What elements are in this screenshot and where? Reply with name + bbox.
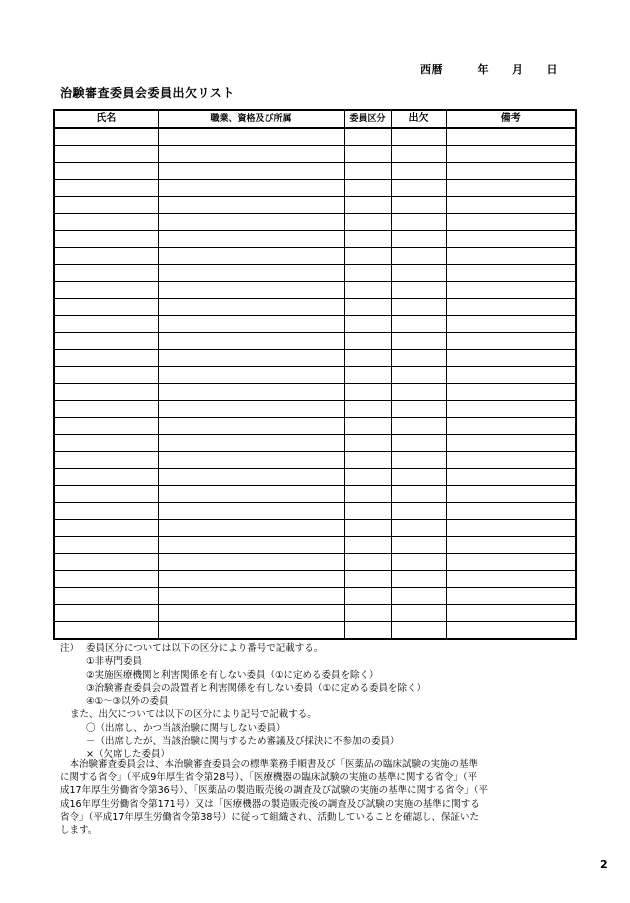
date-line: 西暦 年 月 日 (420, 63, 558, 76)
member-category-cell[interactable] (344, 520, 391, 537)
attendance-cell[interactable] (391, 367, 446, 384)
attendance-cell[interactable] (391, 299, 446, 316)
table-row (54, 316, 576, 333)
occupation-cell[interactable] (158, 197, 344, 214)
attendance-cell[interactable] (391, 248, 446, 265)
attendance-cell[interactable] (391, 554, 446, 571)
table-row (54, 282, 576, 299)
occupation-cell[interactable] (158, 163, 344, 180)
name-cell[interactable] (54, 282, 158, 299)
remarks-cell[interactable] (446, 486, 576, 503)
attendance-cell[interactable] (391, 180, 446, 197)
remarks-cell[interactable] (446, 180, 576, 197)
member-category-cell[interactable] (344, 435, 391, 452)
table-row (54, 384, 576, 401)
table-row (54, 214, 576, 231)
name-cell[interactable] (54, 350, 158, 367)
table-row (54, 401, 576, 418)
name-cell[interactable] (54, 401, 158, 418)
table-row (54, 333, 576, 350)
member-category-cell[interactable] (344, 571, 391, 588)
name-cell[interactable] (54, 265, 158, 282)
name-cell[interactable] (54, 486, 158, 503)
remarks-cell[interactable] (446, 401, 576, 418)
statement-line: に関する省令」（平成9年厚生省令第28号）、「医療機器の臨床試験の実施の基準に関する省令」（平 (60, 772, 478, 784)
remarks-cell[interactable] (446, 469, 576, 486)
attendance-cell[interactable] (391, 537, 446, 554)
name-cell[interactable] (54, 537, 158, 554)
table-row (54, 146, 576, 163)
member-category-cell[interactable] (344, 588, 391, 605)
remarks-cell[interactable] (446, 163, 576, 180)
name-cell[interactable] (54, 231, 158, 248)
table-row (54, 197, 576, 214)
member-category-cell[interactable] (344, 163, 391, 180)
attendance-cell[interactable] (391, 231, 446, 248)
column-header-remarks: 備考 (446, 110, 576, 128)
table-row (54, 520, 576, 537)
remarks-cell[interactable] (446, 146, 576, 163)
name-cell[interactable] (54, 503, 158, 520)
name-cell[interactable] (54, 554, 158, 571)
certification-statement (60, 758, 572, 837)
remarks-cell[interactable] (446, 384, 576, 401)
table-row (54, 248, 576, 265)
category-item: ③治験審査委員会の設置者と利害関係を有しない委員（①に定める委員を除く） (86, 682, 427, 694)
name-cell[interactable] (54, 452, 158, 469)
notes-prefix: 注） (60, 643, 80, 654)
member-category-cell[interactable] (344, 248, 391, 265)
occupation-cell[interactable] (158, 452, 344, 469)
column-header-member-category: 委員区分 (344, 110, 391, 128)
remarks-cell[interactable] (446, 248, 576, 265)
category-item: ①非専門委員 (86, 656, 143, 668)
occupation-cell[interactable] (158, 146, 344, 163)
occupation-cell[interactable] (158, 384, 344, 401)
occupation-cell[interactable] (158, 265, 344, 282)
member-category-cell[interactable] (344, 503, 391, 520)
remarks-cell[interactable] (446, 299, 576, 316)
member-category-cell[interactable] (344, 197, 391, 214)
table-row (54, 554, 576, 571)
member-category-cell[interactable] (344, 214, 391, 231)
member-category-cell[interactable] (344, 384, 391, 401)
table-row (54, 605, 576, 622)
name-cell[interactable] (54, 605, 158, 622)
table-row (54, 571, 576, 588)
attendance-cell[interactable] (391, 435, 446, 452)
member-category-cell[interactable] (344, 401, 391, 418)
occupation-cell[interactable] (158, 435, 344, 452)
occupation-cell[interactable] (158, 605, 344, 622)
remarks-cell[interactable] (446, 622, 576, 640)
table-row (54, 180, 576, 197)
attendance-table (53, 109, 577, 640)
attendance-code-item: ×（欠席した委員） (86, 749, 170, 761)
attendance-cell[interactable] (391, 128, 446, 146)
attendance-cell[interactable] (391, 520, 446, 537)
member-category-cell[interactable] (344, 350, 391, 367)
attendance-cell[interactable] (391, 401, 446, 418)
member-category-cell[interactable] (344, 486, 391, 503)
occupation-cell[interactable] (158, 418, 344, 435)
page-number: 2 (600, 858, 608, 871)
attendance-cell[interactable] (391, 350, 446, 367)
table-row (54, 537, 576, 554)
attendance-intro: また、出欠については以下の区分により記号で記載する。 (70, 709, 317, 721)
category-item: ④①～③以外の委員 (86, 696, 169, 708)
name-cell[interactable] (54, 180, 158, 197)
member-category-cell[interactable] (344, 537, 391, 554)
table-row (54, 418, 576, 435)
notes-intro: 委員区分については以下の区分により番号で記載する。 (86, 643, 324, 654)
column-header-name: 氏名 (54, 110, 158, 128)
member-category-cell[interactable] (344, 367, 391, 384)
member-category-cell[interactable] (344, 128, 391, 146)
name-cell[interactable] (54, 197, 158, 214)
remarks-cell[interactable] (446, 537, 576, 554)
occupation-cell[interactable] (158, 486, 344, 503)
statement-line: 省令」（平成17年厚生労働省令第38号）に従って組織され、活動していることを確認し、保証いた (60, 811, 479, 823)
notes-section (60, 642, 580, 762)
name-cell[interactable] (54, 435, 158, 452)
member-category-cell[interactable] (344, 231, 391, 248)
table-row (54, 231, 576, 248)
remarks-cell[interactable] (446, 605, 576, 622)
occupation-cell[interactable] (158, 401, 344, 418)
occupation-cell[interactable] (158, 622, 344, 640)
remarks-cell[interactable] (446, 316, 576, 333)
occupation-cell[interactable] (158, 316, 344, 333)
name-cell[interactable] (54, 469, 158, 486)
attendance-cell[interactable] (391, 146, 446, 163)
occupation-cell[interactable] (158, 571, 344, 588)
name-cell[interactable] (54, 622, 158, 640)
occupation-cell[interactable] (158, 231, 344, 248)
table-row (54, 128, 576, 146)
member-category-cell[interactable] (344, 146, 391, 163)
category-item: ②実施医療機関と利害関係を有しない委員（①に定める委員を除く） (86, 669, 379, 681)
member-category-cell[interactable] (344, 316, 391, 333)
member-category-cell[interactable] (344, 333, 391, 350)
remarks-cell[interactable] (446, 265, 576, 282)
occupation-cell[interactable] (158, 282, 344, 299)
member-category-cell[interactable] (344, 418, 391, 435)
name-cell[interactable] (54, 248, 158, 265)
attendance-cell[interactable] (391, 282, 446, 299)
attendance-cell[interactable] (391, 486, 446, 503)
attendance-code-item: －（出席したが、当該治験に関与するため審議及び採決に不参加の委員） (86, 736, 400, 748)
member-category-cell[interactable] (344, 554, 391, 571)
table-row (54, 469, 576, 486)
occupation-cell[interactable] (158, 299, 344, 316)
remarks-cell[interactable] (446, 503, 576, 520)
attendance-cell[interactable] (391, 384, 446, 401)
member-category-cell[interactable] (344, 452, 391, 469)
occupation-cell[interactable] (158, 588, 344, 605)
column-header-attendance: 出欠 (391, 110, 446, 128)
remarks-cell[interactable] (446, 520, 576, 537)
occupation-cell[interactable] (158, 180, 344, 197)
attendance-cell[interactable] (391, 452, 446, 469)
table-header-row (54, 110, 576, 128)
member-category-cell[interactable] (344, 605, 391, 622)
occupation-cell[interactable] (158, 214, 344, 231)
attendance-cell[interactable] (391, 214, 446, 231)
occupation-cell[interactable] (158, 503, 344, 520)
member-category-cell[interactable] (344, 265, 391, 282)
occupation-cell[interactable] (158, 469, 344, 486)
name-cell[interactable] (54, 571, 158, 588)
occupation-cell[interactable] (158, 537, 344, 554)
remarks-cell[interactable] (446, 367, 576, 384)
remarks-cell[interactable] (446, 452, 576, 469)
remarks-cell[interactable] (446, 214, 576, 231)
notes-intro-line (60, 642, 580, 655)
member-category-cell[interactable] (344, 299, 391, 316)
table-row (54, 350, 576, 367)
occupation-cell[interactable] (158, 350, 344, 367)
occupation-cell[interactable] (158, 248, 344, 265)
member-category-cell[interactable] (344, 622, 391, 640)
occupation-cell[interactable] (158, 520, 344, 537)
remarks-cell[interactable] (446, 418, 576, 435)
remarks-cell[interactable] (446, 231, 576, 248)
attendance-cell[interactable] (391, 503, 446, 520)
table-row (54, 588, 576, 605)
name-cell[interactable] (54, 520, 158, 537)
remarks-cell[interactable] (446, 435, 576, 452)
remarks-cell[interactable] (446, 128, 576, 146)
name-cell[interactable] (54, 367, 158, 384)
table-row (54, 435, 576, 452)
attendance-cell[interactable] (391, 163, 446, 180)
remarks-cell[interactable] (446, 350, 576, 367)
attendance-cell[interactable] (391, 333, 446, 350)
attendance-cell[interactable] (391, 571, 446, 588)
name-cell[interactable] (54, 316, 158, 333)
name-cell[interactable] (54, 163, 158, 180)
remarks-cell[interactable] (446, 333, 576, 350)
name-cell[interactable] (54, 418, 158, 435)
member-category-cell[interactable] (344, 180, 391, 197)
attendance-cell[interactable] (391, 605, 446, 622)
attendance-code-item: 〇（出席し、かつ当該治験に関与しない委員） (86, 722, 286, 734)
table-row (54, 265, 576, 282)
occupation-cell[interactable] (158, 367, 344, 384)
name-cell[interactable] (54, 146, 158, 163)
attendance-cell[interactable] (391, 316, 446, 333)
table-row (54, 367, 576, 384)
statement-line: 成16年厚生労働省令第171号）又は「医療機器の製造販売後の調査及び試験の実施の基準に関する (60, 798, 480, 810)
attendance-cell[interactable] (391, 469, 446, 486)
remarks-cell[interactable] (446, 554, 576, 571)
name-cell[interactable] (54, 384, 158, 401)
page-title: 治験審査委員会委員出欠リスト (60, 86, 235, 100)
statement-line: 成17年厚生労働省令第36号）、「医薬品の製造販売後の調査及び試験の実施の基準に関する省令」（平 (60, 785, 488, 797)
table-row (54, 503, 576, 520)
statement-line: 本治験審査委員会は、本治験審査委員会の標準業務手順書及び「医薬品の臨床試験の実施の基準 (60, 759, 479, 770)
name-cell[interactable] (54, 333, 158, 350)
remarks-cell[interactable] (446, 197, 576, 214)
table-row (54, 163, 576, 180)
member-category-cell[interactable] (344, 282, 391, 299)
attendance-cell[interactable] (391, 418, 446, 435)
table-row (54, 452, 576, 469)
attendance-cell[interactable] (391, 197, 446, 214)
column-header-occupation: 職業、資格及び所属 (158, 110, 344, 128)
remarks-cell[interactable] (446, 588, 576, 605)
attendance-cell[interactable] (391, 588, 446, 605)
statement-line: します。 (60, 825, 98, 837)
occupation-cell[interactable] (158, 128, 344, 146)
table-row (54, 486, 576, 503)
remarks-cell[interactable] (446, 282, 576, 299)
table-body (54, 128, 576, 639)
name-cell[interactable] (54, 588, 158, 605)
member-category-cell[interactable] (344, 469, 391, 486)
occupation-cell[interactable] (158, 554, 344, 571)
attendance-cell[interactable] (391, 265, 446, 282)
table-row (54, 299, 576, 316)
occupation-cell[interactable] (158, 333, 344, 350)
table-row (54, 622, 576, 640)
name-cell[interactable] (54, 299, 158, 316)
name-cell[interactable] (54, 214, 158, 231)
attendance-cell[interactable] (391, 622, 446, 640)
remarks-cell[interactable] (446, 571, 576, 588)
name-cell[interactable] (54, 128, 158, 146)
